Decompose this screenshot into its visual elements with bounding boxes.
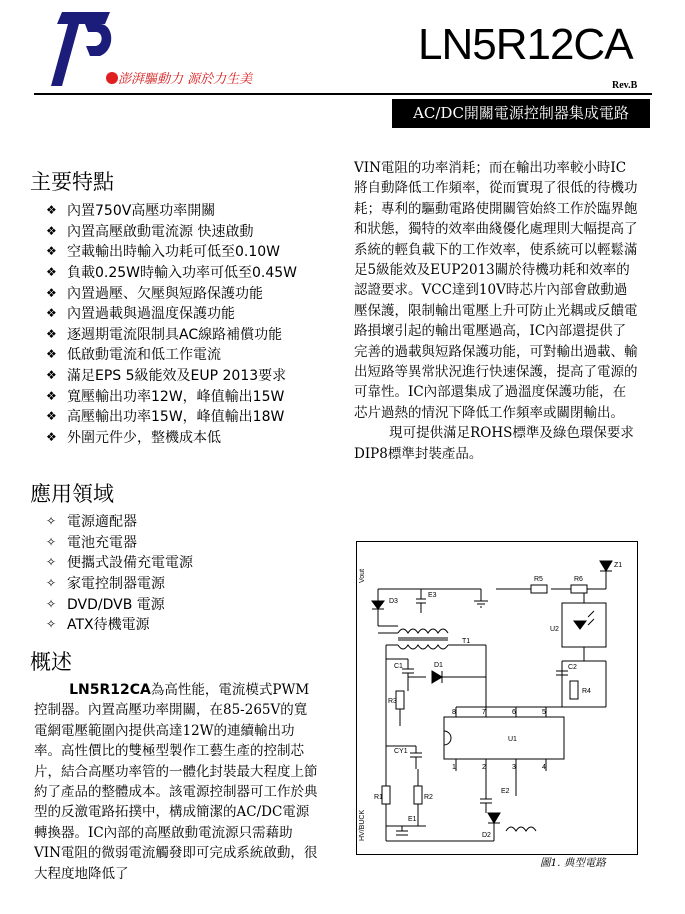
- feature-item: ❖ 內置過載與過溫度保護功能: [46, 306, 235, 323]
- bullet-icon: ❖: [46, 409, 57, 424]
- label-e2: E2: [501, 788, 510, 795]
- company-logo: [48, 6, 124, 90]
- label-hv: HV/BUCK: [359, 809, 366, 841]
- label-d3: D3: [389, 598, 398, 605]
- bullet-icon: ✧: [46, 596, 57, 611]
- bullet-icon: ❖: [46, 203, 57, 218]
- bullet-icon: ❖: [46, 244, 57, 259]
- feature-item: ❖ 內置750V高壓功率開關: [46, 203, 216, 220]
- bullet-icon: ❖: [46, 347, 57, 362]
- label-d2: D2: [482, 832, 491, 839]
- feature-item: ❖ 空載輸出時輸入功耗可低至0.10W: [46, 244, 281, 261]
- pin-6: 6: [512, 709, 516, 716]
- features-title: 主要特點: [30, 170, 114, 194]
- pin-4: 4: [542, 764, 546, 771]
- pin-3: 3: [512, 764, 516, 771]
- bullet-icon: ✧: [46, 514, 57, 529]
- overview-paragraph-continued: VIN電阻的功率消耗；而在輸出功率較小時IC將自動降低工作頻率，從而實現了很低的待機功耗；專利的驅動電路使開關管始終工作於臨界飽和狀態，獨特的效率曲綫優化處理則大幅提高了系統的輕負載下的工作效率，使系統可以輕鬆滿足5級能效及EUP2013關於待機功耗和效率的認證要求。VCC達到10V時芯片內部會啟動過壓保護，限制輸出電壓上升可防止光耦或反饋電路損壞引起的輸出電壓過高，IC內部還提供了完善的過載與短路保護功能，可對輸出過載、輸出短路等異常狀況進行快速保護，提高了電源的可靠性。IC內部還集成了過溫度保護功能，在芯片過熱的情況下降低工作頻率或關閉輸出。 現可提供滿足ROHS標準及綠色環保要求DIP8標準封裝產品。: [354, 158, 638, 464]
- application-item: ✧ 家電控制器電源: [46, 576, 165, 593]
- figure-caption: 圖1. 典型電路: [540, 857, 606, 869]
- feature-item: ❖ 低啟動電流和低工作電流: [46, 347, 221, 364]
- feature-item: ❖ 內置過壓、欠壓與短路保護功能: [46, 285, 263, 302]
- pin-5: 5: [542, 709, 546, 716]
- slogan: 澎湃驅動力 源於力生美: [118, 72, 253, 87]
- applications-list: [46, 511, 193, 635]
- header-divider: [34, 93, 652, 95]
- feature-item: ❖ 負載0.25W時輸入功率可低至0.45W: [46, 265, 298, 282]
- overview-paragraph: LN5R12CA為高性能，電流模式PWM控制器。內置高壓功率開關，在85-265V的寬電網電壓範圍內提供高達12W的連續輸出功率。高性價比的雙極型製作工藝生產的控制芯片，結合高壓功率管的一體化封裝最大程度上節約了產品的整體成本。該電源控制器可工作於典型的反激電路拓撲中，構成簡潔的AC/DC電源轉換器。IC內部的高壓啟動電流源只需藉助VIN電阻的微弱電流觸發即可完成系統啟動，很大程度地降低了: [34, 682, 318, 882]
- bullet-icon: ❖: [46, 306, 57, 321]
- part-number: LN5R12CA: [418, 20, 633, 69]
- bullet-icon: ❖: [46, 368, 57, 383]
- label-cy1: CY1: [394, 748, 408, 755]
- subtitle-bar: AC/DC開關電源控制器集成電路: [392, 99, 650, 128]
- overview-title: 概述: [30, 650, 72, 674]
- application-item: ✧ 電源適配器: [46, 514, 137, 531]
- feature-item: ❖ 滿足EPS 5級能效及EUP 2013要求: [46, 368, 287, 385]
- overview-lead: LN5R12CA: [69, 682, 151, 698]
- label-vout: Vout: [359, 568, 366, 583]
- application-item: ✧ 便攜式設備充電電源: [46, 555, 193, 572]
- label-e1: E1: [408, 816, 417, 823]
- applications-title: 應用領域: [30, 482, 114, 506]
- feature-item: ❖ 高壓輸出功率15W，峰值輸出18W: [46, 409, 285, 426]
- label-r5: R5: [534, 576, 543, 583]
- application-item: ✧ ATX待機電源: [46, 617, 150, 634]
- bullet-icon: ❖: [46, 285, 57, 300]
- application-item: ✧ 電池充電器: [46, 534, 137, 551]
- label-r2: R2: [424, 794, 433, 801]
- label-c1: C1: [394, 663, 403, 670]
- bullet-icon: ✧: [46, 617, 57, 632]
- label-u1: U1: [508, 736, 517, 743]
- bullet-icon: ❖: [46, 429, 57, 444]
- pin-2: 2: [482, 764, 486, 771]
- feature-item: ❖ 寬壓輸出功率12W，峰值輸出15W: [46, 388, 285, 405]
- bullet-icon: ✧: [46, 534, 57, 549]
- bullet-icon: ❖: [46, 223, 57, 238]
- bullet-icon: ✧: [46, 576, 57, 591]
- pin-7: 7: [482, 709, 486, 716]
- features-list: [46, 200, 297, 447]
- label-r6: R6: [574, 576, 583, 583]
- typical-circuit-diagram: [356, 541, 638, 855]
- application-item: ✧ DVD/DVB 電源: [46, 596, 165, 613]
- bullet-icon: ❖: [46, 326, 57, 341]
- overview-paragraph-2: 現可提供滿足ROHS標準及綠色環保要求DIP8標準封裝產品。: [354, 425, 634, 462]
- feature-item: ❖ 內置高壓啟動電流源 快速啟動: [46, 223, 254, 240]
- label-e3: E3: [428, 592, 437, 599]
- feature-item: ❖ 逐週期電流限制具AC線路補償功能: [46, 326, 283, 343]
- label-d1: D1: [434, 662, 443, 669]
- bullet-icon: ✧: [46, 555, 57, 570]
- feature-item: ❖ 外圍元件少，整機成本低: [46, 429, 221, 446]
- pin-1: 1: [452, 764, 456, 771]
- bullet-icon: ❖: [46, 388, 57, 403]
- label-c2: C2: [568, 664, 577, 671]
- revision: Rev.B: [612, 80, 638, 91]
- label-z1: Z1: [614, 562, 623, 569]
- label-u2: U2: [550, 626, 559, 633]
- bullet-icon: ❖: [46, 265, 57, 280]
- pin-8: 8: [452, 709, 456, 716]
- label-r4: R4: [582, 688, 591, 695]
- label-r1: R1: [374, 794, 383, 801]
- label-t1: T1: [462, 638, 471, 645]
- label-r3: R3: [388, 698, 397, 705]
